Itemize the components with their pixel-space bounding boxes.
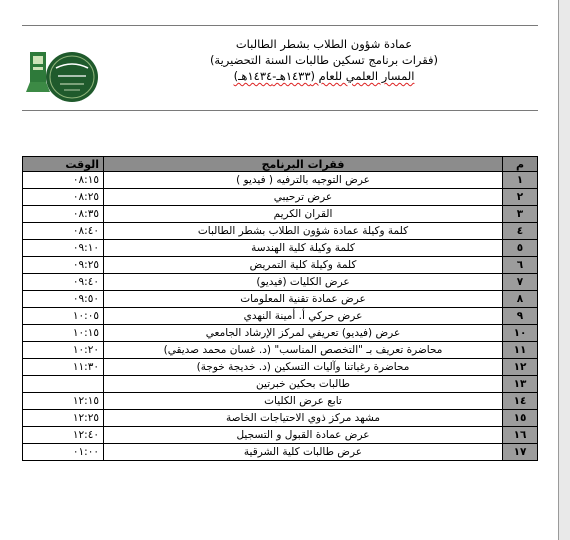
header-line-3: المسار العلمي للعام (١٤٣٣هـ-١٤٣٤هـ)	[233, 69, 415, 83]
row-item: عرض الكليات (فيديو)	[104, 274, 503, 291]
program-schedule-table	[22, 156, 538, 461]
header-item: فقرات البرنامج	[104, 157, 503, 172]
header-line-2: (فقرات برنامج تسكين طالبات السنة التحضيرية)	[209, 53, 439, 67]
row-num: ٦	[503, 257, 538, 274]
row-time: ٠٩:٤٠	[23, 274, 104, 291]
table-row	[23, 359, 538, 376]
row-time: ٠٨:٣٥	[23, 206, 104, 223]
row-time: ٠٩:١٠	[23, 240, 104, 257]
row-num: ١٣	[503, 376, 538, 393]
row-item: محاضرة رغباتنا وآليات التسكين (د. خديجة خوجة)	[104, 359, 503, 376]
page-gutter	[559, 0, 570, 540]
row-item: كلمة وكيلة كلية التمريض	[104, 257, 503, 274]
table-row	[23, 172, 538, 189]
table-row	[23, 410, 538, 427]
row-time: ١٢:١٥	[23, 393, 104, 410]
row-num: ١١	[503, 342, 538, 359]
row-item: تابع عرض الكليات	[104, 393, 503, 410]
table-row	[23, 444, 538, 461]
row-num: ٨	[503, 291, 538, 308]
row-time: ٠٩:٢٥	[23, 257, 104, 274]
table-row	[23, 189, 538, 206]
row-time: ١٠:١٥	[23, 325, 104, 342]
header-line-1: عمادة شؤون الطلاب بشطر الطالبات	[235, 37, 413, 51]
table-row	[23, 257, 538, 274]
table-row	[23, 291, 538, 308]
header-num: م	[503, 157, 538, 172]
university-logo	[26, 46, 98, 104]
table-row	[23, 240, 538, 257]
row-item: عرض (فيديو) تعريفي لمركز الإرشاد الجامعي	[104, 325, 503, 342]
row-num: ٤	[503, 223, 538, 240]
table-row	[23, 427, 538, 444]
row-time: ١٢:٤٠	[23, 427, 104, 444]
row-item: عرض عمادة تقنية المعلومات	[104, 291, 503, 308]
table-row	[23, 223, 538, 240]
row-item: كلمة وكيلة عمادة شؤون الطلاب بشطر الطالبات	[104, 223, 503, 240]
row-item: عرض ترحيبي	[104, 189, 503, 206]
row-time: ٠٨:١٥	[23, 172, 104, 189]
row-num: ٢	[503, 189, 538, 206]
row-item: عرض عمادة القبول و التسجيل	[104, 427, 503, 444]
row-num: ١٧	[503, 444, 538, 461]
row-num: ٧	[503, 274, 538, 291]
row-num: ١٢	[503, 359, 538, 376]
header-time: الوقت	[23, 157, 104, 172]
row-time: ٠٨:٢٥	[23, 189, 104, 206]
table-row	[23, 393, 538, 410]
row-item: محاضرة تعريف بـ "التخصص المناسب" (د. غسان محمد صديقي)	[104, 342, 503, 359]
row-time: ٠٩:٥٠	[23, 291, 104, 308]
row-item: القران الكريم	[104, 206, 503, 223]
table-row	[23, 376, 538, 393]
row-item: عرض حركي أ. أمينة النهدي	[104, 308, 503, 325]
row-time: ١١:٣٠	[23, 359, 104, 376]
row-item: مشهد مركز ذوي الاحتياجات الخاصة	[104, 410, 503, 427]
table-row	[23, 274, 538, 291]
row-num: ١٤	[503, 393, 538, 410]
row-num: ١٦	[503, 427, 538, 444]
table-row	[23, 325, 538, 342]
row-time: ١٠:٢٠	[23, 342, 104, 359]
row-time: ١٢:٢٥	[23, 410, 104, 427]
row-num: ٩	[503, 308, 538, 325]
table-row	[23, 308, 538, 325]
header-top-rule	[22, 25, 538, 26]
row-item: طالبات بحكين خبرتين	[104, 376, 503, 393]
row-num: ٣	[503, 206, 538, 223]
document-header	[110, 36, 538, 84]
row-num: ٥	[503, 240, 538, 257]
row-time: ١٠:٠٥	[23, 308, 104, 325]
header-bottom-rule	[22, 110, 538, 111]
row-num: ١٠	[503, 325, 538, 342]
table-row	[23, 342, 538, 359]
row-num: ١	[503, 172, 538, 189]
row-item: عرض طالبات كلية الشرقية	[104, 444, 503, 461]
row-item: عرض التوجيه بالترفيه ( فيديو )	[104, 172, 503, 189]
row-item: كلمة وكيلة كلية الهندسة	[104, 240, 503, 257]
row-time: ٠٨:٤٠	[23, 223, 104, 240]
table-row	[23, 206, 538, 223]
row-time	[23, 376, 104, 393]
row-num: ١٥	[503, 410, 538, 427]
table-header-row	[23, 157, 538, 172]
row-time: ٠١:٠٠	[23, 444, 104, 461]
